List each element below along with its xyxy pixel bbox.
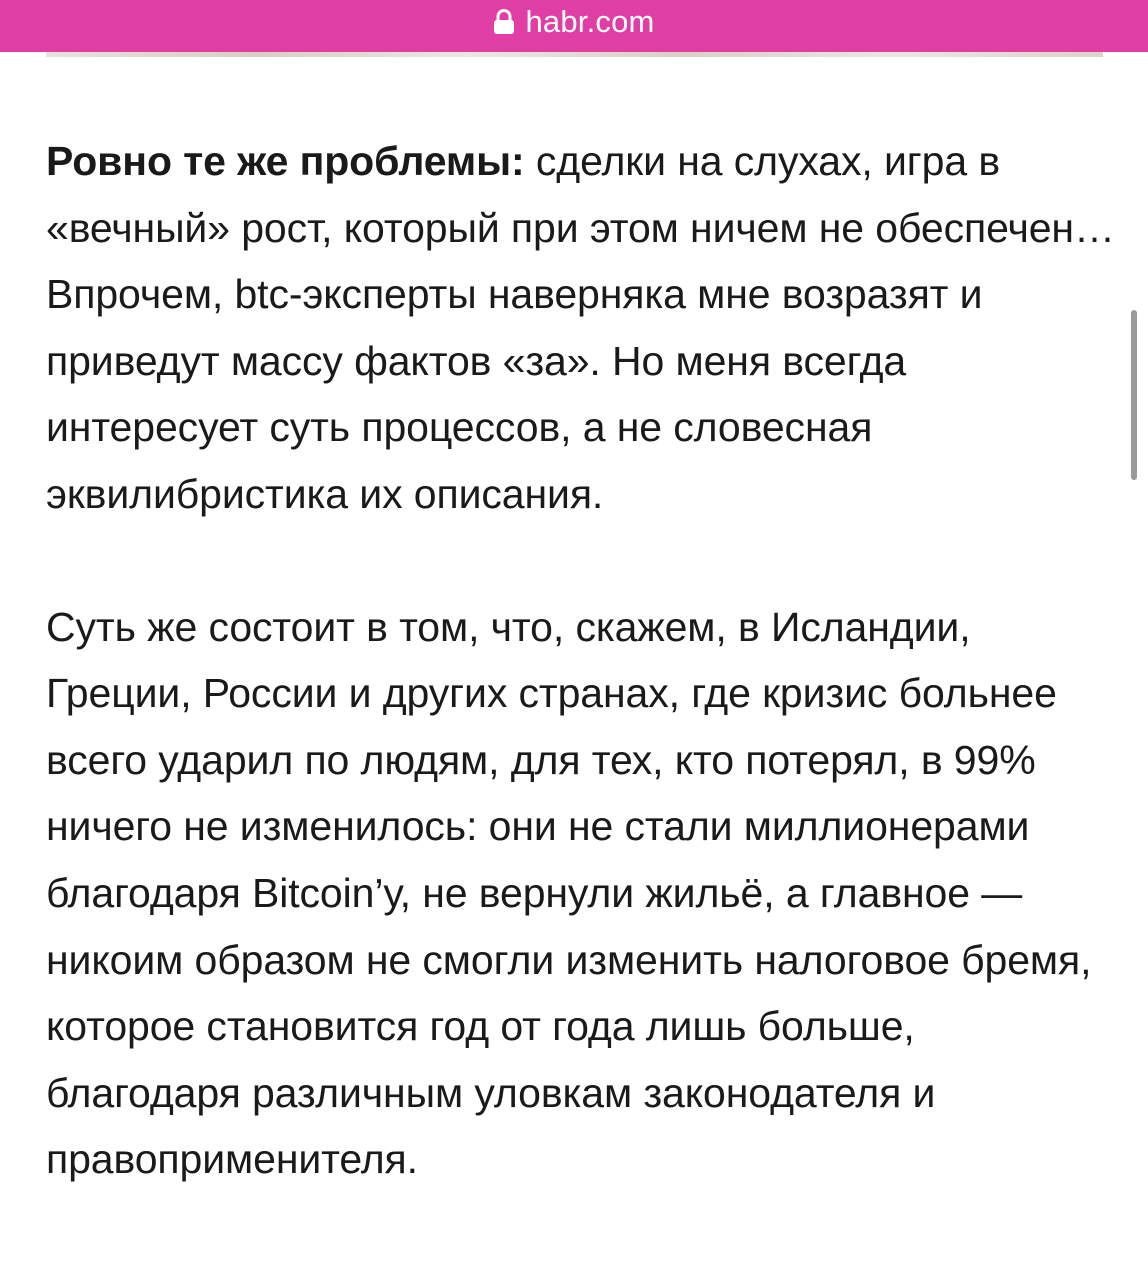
url-display[interactable] — [493, 4, 654, 40]
paragraph-1-text: сделки на слухах, игра в «вечный» рост, который при этом ничем не обеспечен… Впрочем, btc-эксперты наверняка мне возразят и приведут массу фактов «за». Но меня всегда интересует суть процессов, а не словесная эквилибристика их описания. — [46, 138, 1115, 517]
article-image-edge — [46, 52, 1103, 57]
scrollbar[interactable] — [1131, 310, 1137, 480]
paragraph-1 — [46, 128, 1118, 528]
paragraph-1-lead: Ровно те же проблемы: — [46, 138, 525, 184]
lock-icon — [493, 9, 515, 35]
paragraph-2-text: Суть же состоит в том, что, скажем, в Исландии, Греции, России и других странах, где кризис больнее всего ударил по людям, для тех, кто потерял, в 99% ничего не изменилось: они не стали миллионерами благодаря Bitcoin’у, не вернули жильё, а главное — никоим образом не смогли изменить налоговое бремя, которое становится год от года лишь больше, благодаря различным уловкам законодателя и правоприменителя. — [46, 603, 1092, 1183]
address-bar[interactable] — [0, 0, 1148, 52]
url-text[interactable]: habr.com — [525, 4, 655, 39]
article-body — [46, 128, 1118, 1193]
paragraph-2 — [46, 594, 1118, 1193]
